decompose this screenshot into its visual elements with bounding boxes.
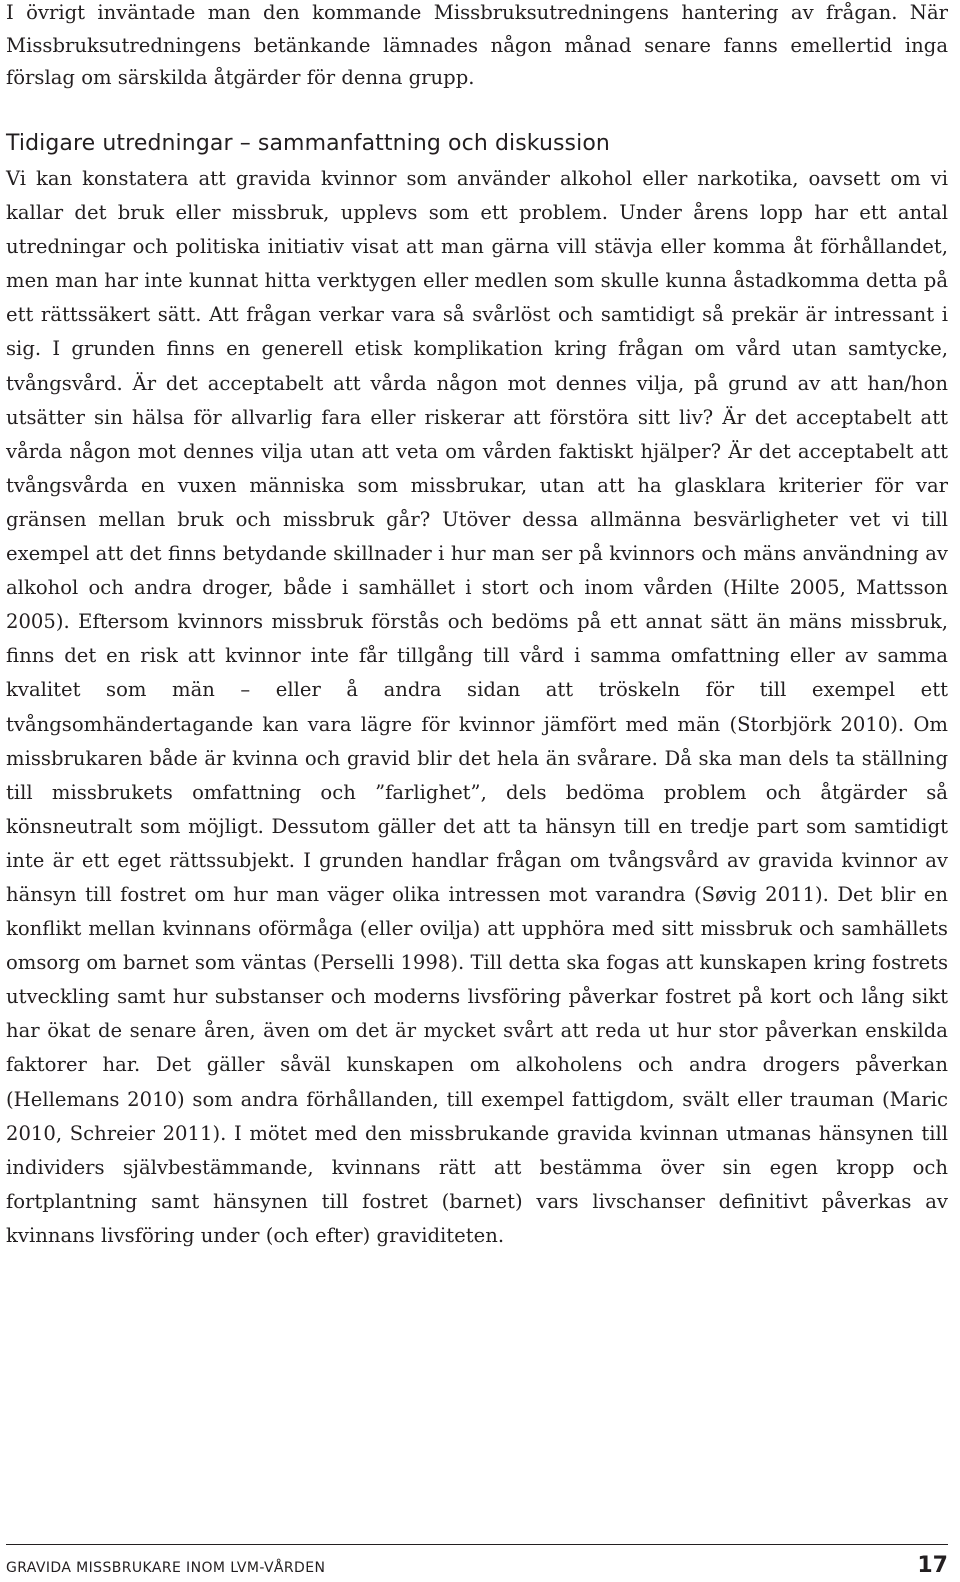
footer-divider <box>6 1544 948 1545</box>
body-paragraph: Vi kan konstatera att gravida kvinnor som använder alkohol eller narkotika, oavsett om vi kallar det bruk eller missbruk, upplevs som ett problem. Under årens lopp har ett antal utredningar och politiska initiativ visat att man gärna vill stävja eller komma åt förhållandet, men man har inte kunnat hitta verktygen eller medlen som skulle kunna åstadkomma detta på ett rättssäkert sätt. Att frågan verkar vara så svårlöst och samtidigt så prekär är intressant i sig. I grunden finns en generell etisk komplikation kring frågan om vård utan samtycke, tvångsvård. Är det acceptabelt att vårda någon mot dennes vilja, på grund av att han/hon utsätter sin hälsa för allvarlig fara eller riskerar att förstöra sitt liv? Är det acceptabelt att vårda någon mot dennes vilja utan att veta om vården faktiskt hjälper? Är det acceptabelt att tvångsvårda en vuxen människa som missbrukar, utan att ha glasklara kriterier för var gränsen mellan bruk och missbruk går? Utöver dessa allmänna besvärligheter vet vi till exempel att det finns betydande skillnader i hur man ser på kvinnors och mäns användning av alkohol och andra droger, både i samhället i stort och inom vården (Hilte 2005, Mattsson 2005). Eftersom kvinnors missbruk förstås och bedöms på ett annat sätt än mäns missbruk, finns det en risk att kvinnor inte får tillgång till vård i samma omfattning eller av samma kvalitet som män – eller å andra sidan att tröskeln för till exempel ett tvångsomhändertagande kan vara lägre för kvinnor jämfört med män (Storbjörk 2010). Om missbrukaren både är kvinna och gravid blir det hela än svårare. Då ska man dels ta ställning till missbrukets omfattning och ”farlighet”, dels bedöma problem och åtgärder så könsneutralt som möjligt. Dessutom gäller det att ta hänsyn till en tredje part som samtidigt inte är ett eget rättssubjekt. I grunden handlar frågan om tvångsvård av gravida kvinnor av hänsyn till fostret om hur man väger olika intressen mot varandra (Søvig 2011). Det blir en konflikt mellan kvinnans oförmåga (eller ovilja) att upphöra med sitt missbruk och samhällets omsorg om barnet som väntas (Perselli 1998). Till detta ska fogas att kunskapen kring fostrets utveckling samt hur substanser och moderns livsföring påverkar fostret på kort och lång sikt har ökat de senare åren, även om det är mycket svårt att reda ut hur stor påverkan enskilda faktorer har. Det gäller såväl kunskapen om alkoholens och andra drogers påverkan (Hellemans 2010) som andra förhållanden, till exempel fattigdom, svält eller trauman (Maric 2010, Schreier 2011). I mötet med den missbrukande gravida kvinnan utmanas hänsynen till individers självbestämmande, kvinnans rätt att bestämma över sin egen kropp och fortplantning samt hänsynen till fostret (barnet) vars livschanser definitivt påverkas av kvinnans livsföring under (och efter) graviditeten. <box>6 167 948 1247</box>
running-footer-title: GRAVIDA MISSBRUKARE INOM LVM-VÅRDEN <box>6 1560 326 1576</box>
page-number: 17 <box>917 1553 948 1578</box>
section-heading: Tidigare utredningar – sammanfattning och diskussion <box>6 131 610 156</box>
intro-paragraph: I övrigt inväntade man den kommande Missbruksutredningens hantering av frågan. När Missbruksutredningens betänkande lämnades någon månad senare fanns emellertid inga förslag om särskilda åtgärder för denna grupp. <box>6 1 948 90</box>
